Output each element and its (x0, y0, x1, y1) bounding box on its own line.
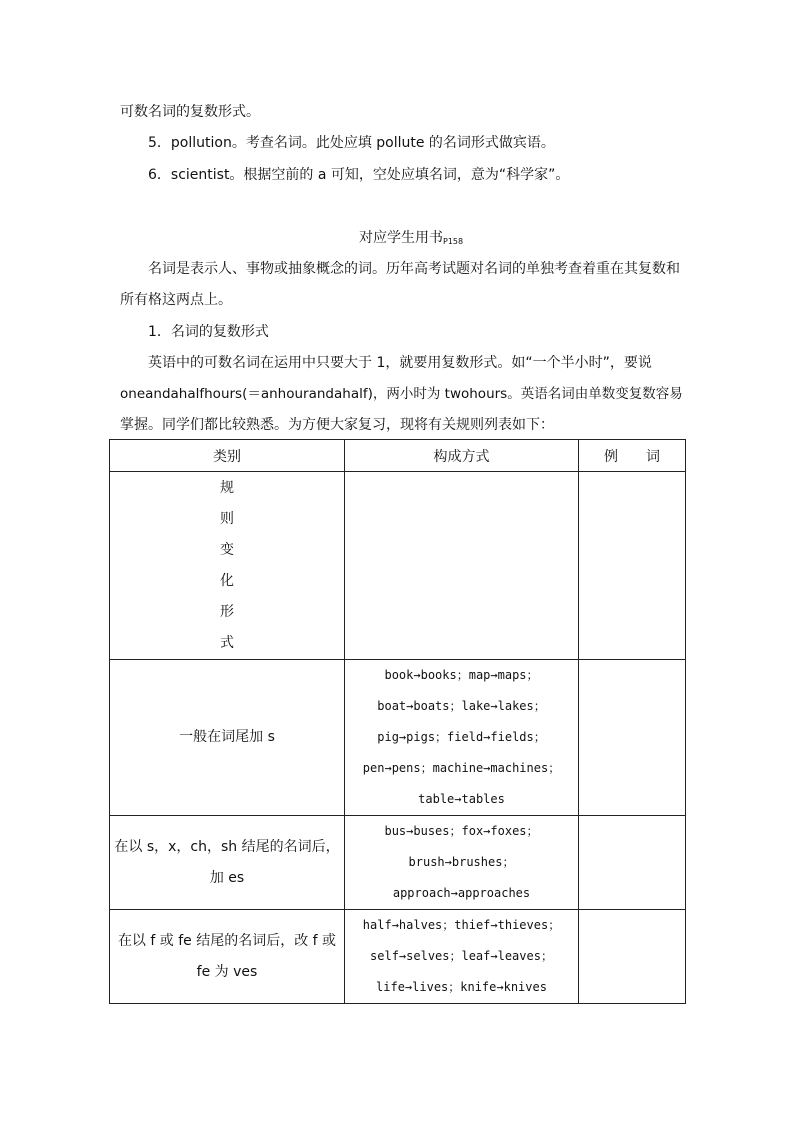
category-text: 在以 f 或 fe 结尾的名词后，改 f 或 (117, 932, 337, 949)
example-cell (579, 910, 686, 1004)
method-cell (345, 816, 579, 910)
group-char: 则 (220, 510, 234, 527)
example-cell (579, 660, 686, 816)
example-text: boat→boats；lake→lakes； (377, 699, 546, 713)
example-text: pig→pigs；field→fields； (377, 730, 546, 744)
answer-5: 5．pollution。考查名词。此处应填 pollute 的名词形式做宾语。 (148, 135, 555, 151)
example-text: half→halves；thief→thieves； (362, 918, 561, 932)
paragraph-2-line-2: oneandahalfhours(＝anhourandahalf)，两小时为 twohours。英语名词由单数变复数容易 (120, 386, 683, 402)
paragraph-2-line-1: 英语中的可数名词在运用中只要大于 1，就要用复数形式。如“一个半小时”，要说 (148, 355, 652, 371)
header-examples: 例 词 (579, 440, 686, 472)
category-cell (110, 660, 345, 816)
section-heading (359, 229, 463, 249)
category-text: fe 为 ves (196, 963, 258, 980)
subsection-title: 1．名词的复数形式 (148, 324, 269, 340)
example-text: approach→approaches (392, 886, 531, 900)
heading-text: 对应学生用书 (359, 230, 443, 246)
example-cell (579, 816, 686, 910)
example-text: bus→buses；fox→foxes； (384, 824, 539, 838)
method-cell (345, 660, 579, 816)
group-char: 形 (220, 603, 234, 620)
page-ref: P158 (443, 237, 464, 246)
answer-6: 6．scientist。根据空前的 a 可知，空处应填名词，意为“科学家”。 (148, 167, 570, 183)
paragraph-2-line-3: 掌握。同学们都比较熟悉。为方便大家复习，现将有关规则列表如下： (120, 417, 554, 433)
example-text: table→tables (418, 792, 505, 806)
category-cell (110, 816, 345, 910)
group-char: 变 (220, 541, 234, 558)
intro-line-1: 可数名词的复数形式。 (120, 104, 260, 120)
category-text: 一般在词尾加 s (179, 729, 275, 745)
paragraph-1-line-2: 所有格这两点上。 (120, 292, 232, 308)
example-text: book→books；map→maps； (384, 668, 539, 682)
group-char: 式 (220, 634, 234, 651)
group-char: 化 (220, 572, 234, 589)
category-text: 在以 s，x，ch，sh 结尾的名词后， (114, 838, 340, 855)
table-row (110, 660, 686, 816)
group-example-cell (579, 472, 686, 660)
header-method: 构成方式 (345, 440, 579, 472)
table-header-row (110, 440, 686, 472)
group-label (110, 472, 345, 660)
category-text: 加 es (209, 869, 245, 886)
method-cell (345, 910, 579, 1004)
group-char: 规 (220, 479, 234, 496)
group-method-cell (345, 472, 579, 660)
example-text: life→lives；knife→knives (376, 980, 547, 994)
table-row (110, 816, 686, 910)
plural-rules-table (109, 439, 686, 1004)
example-text: self→selves；leaf→leaves； (370, 949, 553, 963)
category-cell (110, 910, 345, 1004)
paragraph-1-line-1: 名词是表示人、事物或抽象概念的词。历年高考试题对名词的单独考查着重在其复数和 (148, 261, 680, 277)
header-category: 类别 (110, 440, 345, 472)
group-row (110, 472, 686, 660)
table-row (110, 910, 686, 1004)
example-text: pen→pens；machine→machines； (362, 761, 561, 775)
example-text: brush→brushes； (408, 855, 515, 869)
